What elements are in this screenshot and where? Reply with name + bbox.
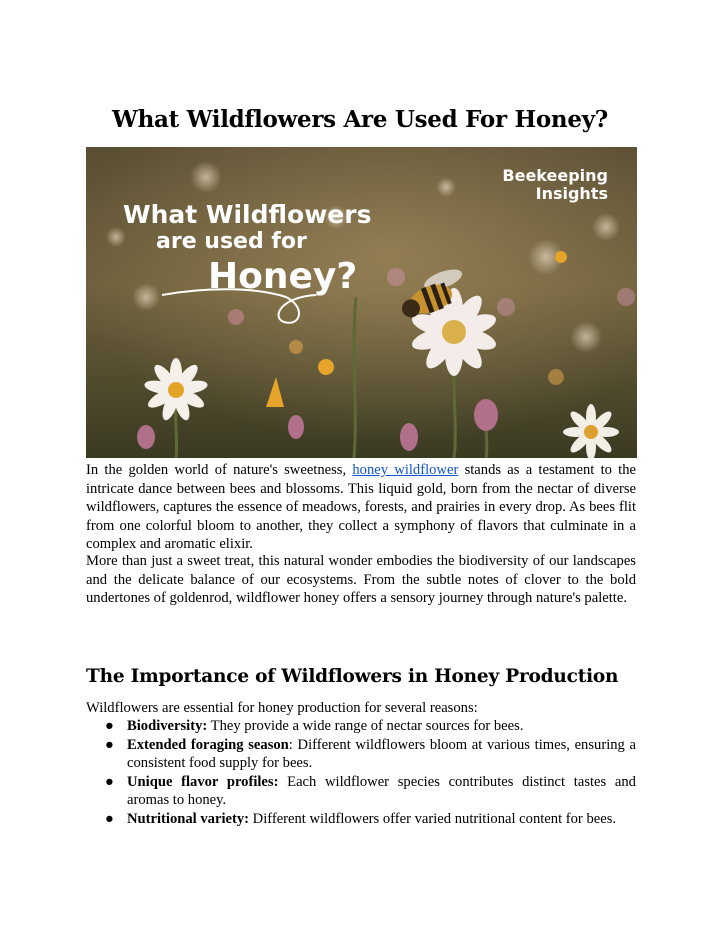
svg-text:Insights: Insights xyxy=(535,184,608,203)
list-item: ● Nutritional variety: Different wildflowers offer varied nutritional content for bees. xyxy=(105,810,617,827)
bullet-icon: ● xyxy=(105,736,114,753)
daisy-right xyxy=(563,404,619,458)
section-heading: The Importance of Wildflowers in Honey Production xyxy=(86,666,619,687)
intro-paragraph: In the golden world of nature's sweetness, honey wildflower stands as a testament to the intricate dance between bees and blossoms. This liquid gold, born from the nectar of diverse wildflowers, captures the essence of meadows, forests, and prairies in every drop. As bees flit from one colorful bloom to another, they collect a symphony of flavors that culminate in a complex and aromatic elixir. xyxy=(86,462,636,553)
list-item: ● Unique flavor profiles: Each wildflower species contributes distinct tastes and aromas to honey. xyxy=(105,773,636,809)
list-item: ● Extended foraging season: Different wildflowers bloom at various times, ensuring a consistent food supply for bees. xyxy=(105,736,636,772)
bullet-icon: ● xyxy=(105,773,114,790)
hero-image xyxy=(86,147,637,458)
svg-text:What Wildflowers: What Wildflowers xyxy=(123,200,372,229)
page-title: What Wildflowers Are Used For Honey? xyxy=(112,106,608,133)
second-paragraph: More than just a sweet treat, this natural wonder embodies the biodiversity of our landscapes and the delicate balance of our ecosystems. From the subtle notes of clover to the bold undertones of goldenrod, wildflower honey offers a sensory journey through nature's palette. xyxy=(86,553,636,607)
svg-text:Beekeeping: Beekeeping xyxy=(502,166,608,185)
reasons-list xyxy=(86,717,636,829)
section-intro: Wildflowers are essential for honey production for several reasons: xyxy=(86,700,478,716)
svg-text:Honey?: Honey? xyxy=(208,256,358,297)
svg-text:are used for: are used for xyxy=(156,229,307,254)
bullet-icon: ● xyxy=(105,718,114,734)
list-item: ● Biodiversity: They provide a wide range of nectar sources for bees. xyxy=(105,718,524,734)
bullet-icon: ● xyxy=(105,810,114,827)
honey-wildflower-link[interactable]: honey wildflower xyxy=(352,462,459,478)
